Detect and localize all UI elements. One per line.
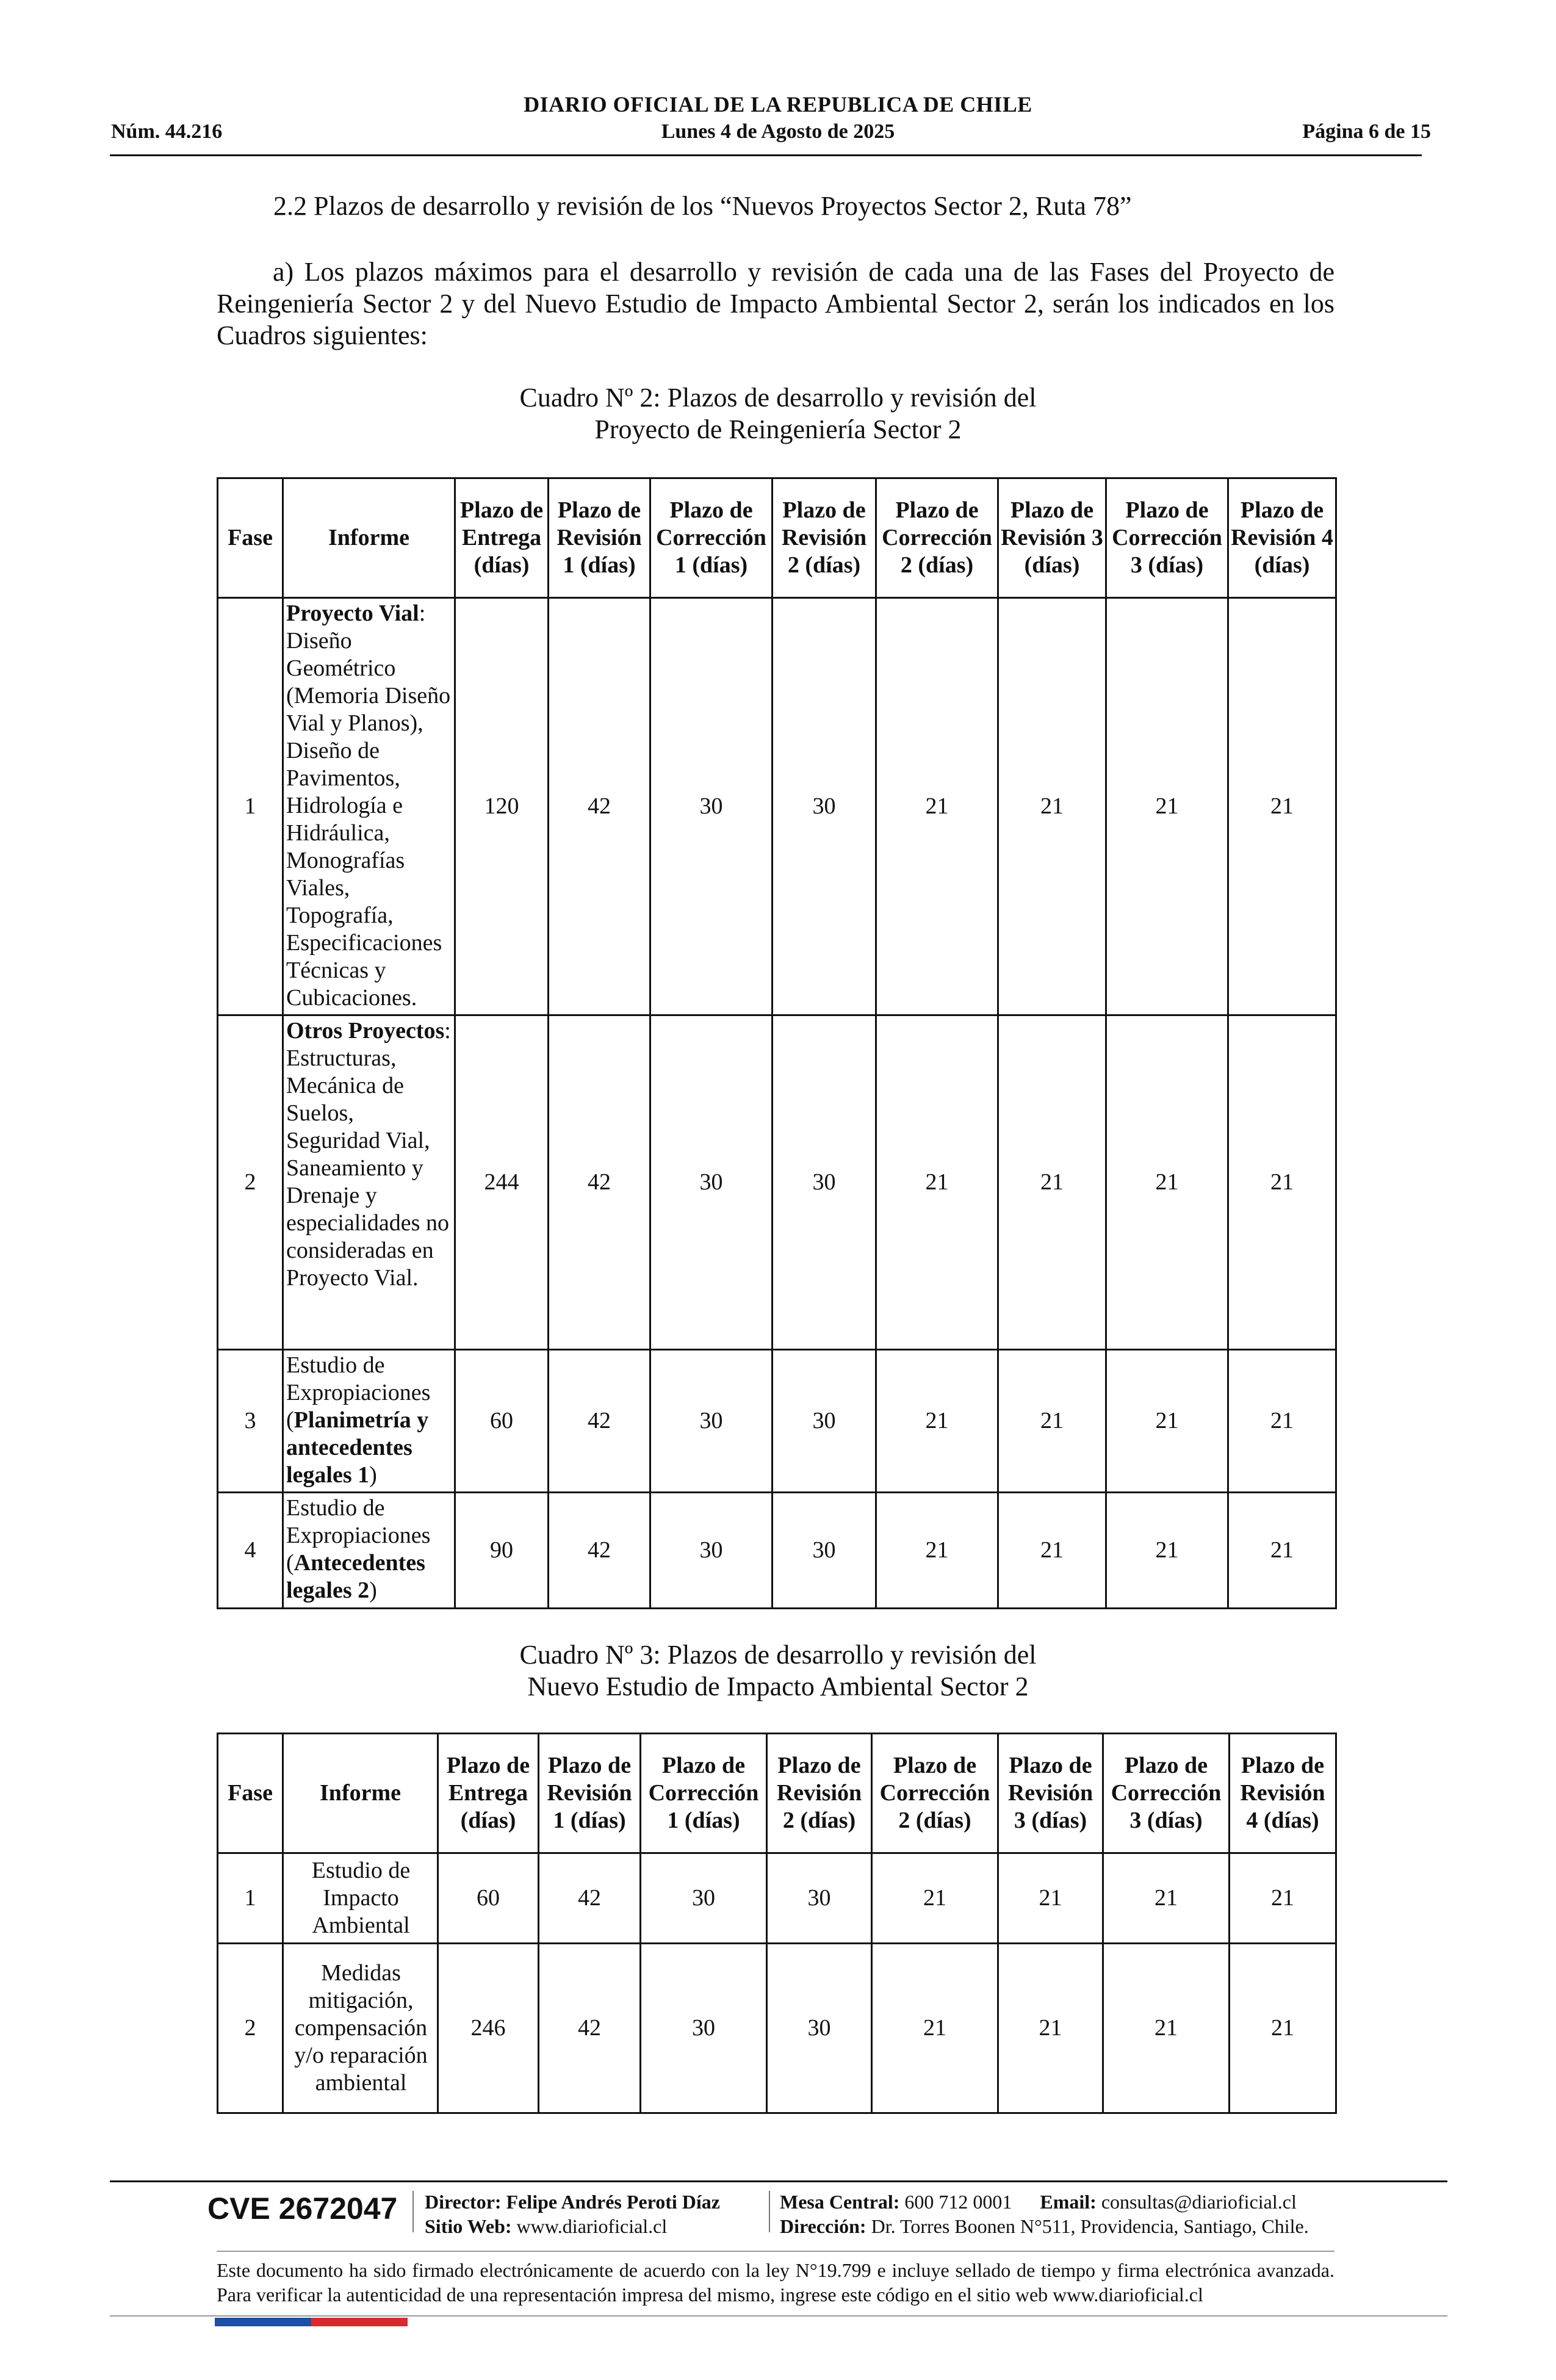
value-cell: 30 (767, 1853, 872, 1944)
table2-caption-line1: Cuadro Nº 2: Plazos de desarrollo y revisión del (519, 383, 1037, 413)
fase-cell: 1 (218, 598, 283, 1015)
informe-bold-text: Planimetría y antecedentes legales 1 (286, 1407, 429, 1488)
value-cell: 30 (650, 1015, 773, 1350)
value-cell: 30 (641, 1853, 767, 1944)
value-cell: 21 (1103, 1853, 1230, 1944)
cve-code: CVE 2672047 (207, 2191, 398, 2226)
informe-text: Estudio de Expropiaciones ( (286, 1352, 431, 1433)
table3-header-revision3: Plazo de Revisión 3 (días) (998, 1734, 1103, 1853)
table2-header-revision4: Plazo de Revisión 4 (días) (1228, 478, 1336, 598)
fase-cell: 2 (218, 1944, 283, 2113)
footer-contact (780, 2190, 1297, 2214)
table2-header-row (218, 478, 1336, 598)
value-cell: 21 (1228, 1493, 1336, 1609)
informe-cell (283, 598, 455, 1015)
publication-title: DIARIO OFICIAL DE LA REPUBLICA DE CHILE (524, 92, 1032, 117)
value-cell: 90 (455, 1493, 549, 1609)
informe-bold-text: Proyecto Vial (286, 600, 419, 626)
table2-header-revision3: Plazo de Revisión 3 (días) (998, 478, 1106, 598)
value-cell: 21 (1106, 598, 1228, 1015)
fase-cell: 3 (218, 1350, 283, 1493)
footer-note: Este documento ha sido firmado electrónicamente de acuerdo con la ley N°19.799 e incluye sellado de tiempo y firma electrónica avanzada. Para verificar la autenticidad de una representación impresa del mismo, ingrese este código en el sitio web www.diarioficial.cl (217, 2259, 1334, 2306)
value-cell: 42 (549, 598, 650, 1015)
page-indicator: Página 6 de 15 (1302, 120, 1431, 143)
value-cell: 21 (998, 1853, 1103, 1944)
value-cell: 21 (1228, 1015, 1336, 1350)
footer-separator (769, 2191, 770, 2232)
value-cell: 21 (1106, 1350, 1228, 1493)
table3-header-correccion3: Plazo de Corrección 3 (días) (1103, 1734, 1230, 1853)
informe-text: : Diseño Geométrico (Memoria Diseño Vial y Planos), Diseño de Pavimentos, Hidrología e Hidráulica, Monografías Viales, Topografía, Especificaciones Técnicas y Cubicaciones. (286, 600, 451, 1011)
informe-cell: Medidas mitigación, compensación y/o reparación ambiental (283, 1944, 438, 2113)
informe-cell (283, 1015, 455, 1350)
value-cell: 42 (549, 1350, 650, 1493)
value-cell: 30 (767, 1944, 872, 2113)
informe-text-close: ) (369, 1578, 377, 1603)
value-cell: 60 (438, 1853, 539, 1944)
value-cell: 60 (455, 1350, 549, 1493)
value-cell: 21 (876, 1493, 998, 1609)
intro-paragraph: a) Los plazos máximos para el desarrollo y revisión de cada una de las Fases del Proyecto de Reingeniería Sector 2 y del Nuevo Estudio de Impacto Ambiental Sector 2, serán los indicados en los Cuadros siguientes: (217, 257, 1334, 350)
value-cell: 21 (998, 598, 1106, 1015)
table2-header-correccion1: Plazo de Corrección 1 (días) (650, 478, 773, 598)
value-cell: 246 (438, 1944, 539, 2113)
table3-caption-line2: Nuevo Estudio de Impacto Ambiental Sector 2 (527, 1671, 1029, 1701)
email-link[interactable]: consultas@diarioficial.cl (1101, 2191, 1297, 2213)
value-cell: 42 (549, 1493, 650, 1609)
table3-caption-line1: Cuadro Nº 3: Plazos de desarrollo y revisión del (519, 1640, 1037, 1670)
value-cell: 21 (998, 1350, 1106, 1493)
value-cell: 42 (539, 1853, 641, 1944)
table3-header-informe: Informe (283, 1734, 438, 1853)
table3-header-entrega: Plazo de Entrega (días) (438, 1734, 539, 1853)
table2-header-correccion2: Plazo de Corrección 2 (días) (876, 478, 998, 598)
value-cell: 21 (1230, 1853, 1336, 1944)
value-cell: 21 (872, 1944, 998, 2113)
issue-number: Núm. 44.216 (111, 120, 223, 143)
table2 (217, 477, 1337, 1609)
value-cell: 21 (876, 1350, 998, 1493)
table2-header-revision1: Plazo de Revisión 1 (días) (549, 478, 650, 598)
table3-header-row (218, 1734, 1336, 1853)
value-cell: 30 (650, 1493, 773, 1609)
value-cell: 120 (455, 598, 549, 1015)
value-cell: 30 (773, 598, 876, 1015)
flag-stripe-blue (215, 2318, 311, 2326)
footer-separator (412, 2191, 414, 2232)
section-title: 2.2 Plazos de desarrollo y revisión de los “Nuevos Proyectos Sector 2, Ruta 78” (273, 191, 1132, 221)
informe-text-close: ) (369, 1462, 377, 1488)
table-row (218, 1015, 1336, 1350)
footer-divider (110, 2180, 1447, 2182)
value-cell: 21 (872, 1853, 998, 1944)
value-cell: 21 (1228, 598, 1336, 1015)
table3-caption (0, 1639, 1556, 1703)
informe-cell (283, 1350, 455, 1493)
value-cell: 21 (1228, 1350, 1336, 1493)
value-cell: 30 (650, 1350, 773, 1493)
footer-bottom-divider (110, 2315, 1447, 2317)
footer-note-divider (217, 2251, 1334, 2252)
informe-text: Estudio de Expropiaciones ( (286, 1495, 431, 1576)
table3-header-revision1: Plazo de Revisión 1 (días) (539, 1734, 641, 1853)
director-label: Director: (425, 2191, 502, 2213)
value-cell: 21 (1106, 1015, 1228, 1350)
table3-header-correccion2: Plazo de Corrección 2 (días) (872, 1734, 998, 1853)
informe-cell (283, 1493, 455, 1609)
website-label: Sitio Web: (425, 2215, 512, 2237)
table3 (217, 1733, 1337, 2114)
fase-cell: 1 (218, 1853, 283, 1944)
value-cell: 42 (539, 1944, 641, 2113)
value-cell: 30 (773, 1350, 876, 1493)
table2-header-informe: Informe (283, 478, 455, 598)
flag-stripe-red (311, 2318, 408, 2326)
table-row (218, 598, 1336, 1015)
table2-header-correccion3: Plazo de Corrección 3 (días) (1106, 478, 1228, 598)
value-cell: 21 (998, 1493, 1106, 1609)
value-cell: 21 (1103, 1944, 1230, 2113)
value-cell: 21 (998, 1015, 1106, 1350)
table3-header-revision4: Plazo de Revisión 4 (días) (1230, 1734, 1336, 1853)
value-cell: 21 (876, 1015, 998, 1350)
value-cell: 21 (998, 1944, 1103, 2113)
footer-director (425, 2190, 720, 2214)
value-cell: 21 (876, 598, 998, 1015)
phone-label: Mesa Central: (780, 2191, 900, 2213)
website-link[interactable]: www.diarioficial.cl (516, 2215, 668, 2237)
value-cell: 30 (641, 1944, 767, 2113)
header-divider (110, 154, 1422, 156)
value-cell: 244 (455, 1015, 549, 1350)
value-cell: 21 (1106, 1493, 1228, 1609)
table2-header-fase: Fase (218, 478, 283, 598)
informe-cell: Estudio de Impacto Ambiental (283, 1853, 438, 1944)
table3-header-fase: Fase (218, 1734, 283, 1853)
informe-bold-text: Antecedentes legales 2 (286, 1550, 425, 1603)
address-text: Dr. Torres Boonen N°511, Providencia, Santiago, Chile. (871, 2215, 1309, 2237)
table2-caption (0, 382, 1556, 445)
informe-bold-text: Otros Proyectos (286, 1018, 445, 1044)
table2-header-entrega: Plazo de Entrega (días) (455, 478, 549, 598)
value-cell: 42 (549, 1015, 650, 1350)
director-name: Felipe Andrés Peroti Díaz (506, 2191, 720, 2213)
value-cell: 21 (1230, 1944, 1336, 2113)
fase-cell: 2 (218, 1015, 283, 1350)
value-cell: 30 (773, 1493, 876, 1609)
footer-website (425, 2214, 667, 2238)
table-row (218, 1350, 1336, 1493)
table3-header-revision2: Plazo de Revisión 2 (días) (767, 1734, 872, 1853)
table3-header-correccion1: Plazo de Corrección 1 (días) (641, 1734, 767, 1853)
value-cell: 30 (650, 598, 773, 1015)
informe-text: : Estructuras, Mecánica de Suelos, Seguridad Vial, Saneamiento y Drenaje y especialidades no consideradas en Proyecto Vial. (286, 1018, 451, 1291)
footer-address (780, 2214, 1309, 2238)
table2-header-revision2: Plazo de Revisión 2 (días) (773, 478, 876, 598)
phone-number: 600 712 0001 (904, 2191, 1012, 2213)
table2-caption-line2: Proyecto de Reingeniería Sector 2 (594, 414, 962, 444)
value-cell: 30 (773, 1015, 876, 1350)
table-row (218, 1944, 1336, 2113)
table-row (218, 1493, 1336, 1609)
email-label: Email: (1040, 2191, 1097, 2213)
issue-date: Lunes 4 de Agosto de 2025 (661, 120, 895, 143)
table-row (218, 1853, 1336, 1944)
fase-cell: 4 (218, 1493, 283, 1609)
address-label: Dirección: (780, 2215, 866, 2237)
